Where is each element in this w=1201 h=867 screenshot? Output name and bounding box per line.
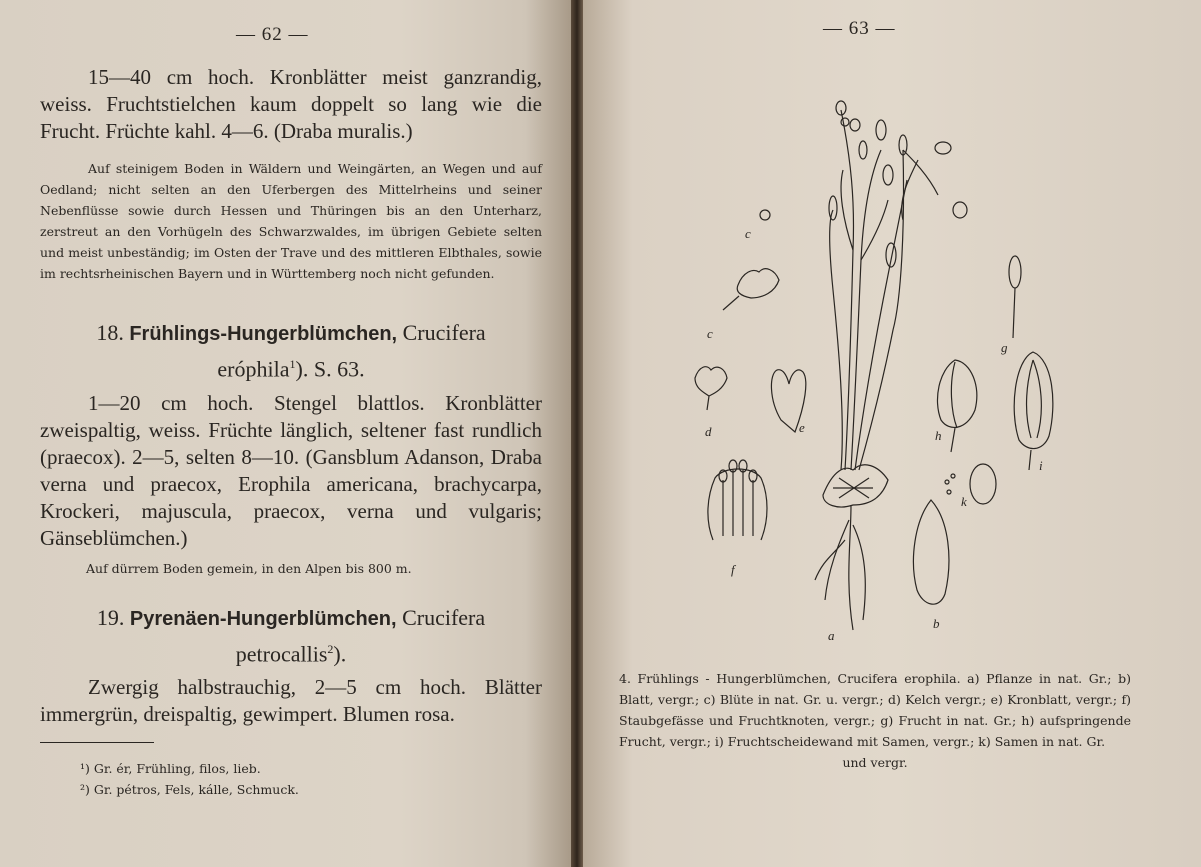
- species-18-description: 1—20 cm hoch. Stengel blattlos. Kronblätter zweispaltig, weiss. Früchte länglich, seltener fast rundlich (praecox). 2—5, selten 8—10. (Gansblum Adanson, Draba verna und praecox, Erophila americana, brachycarpa, Krockeri, majuscula, praecox, verna und vulgaris; Gänseblümchen.): [40, 391, 542, 550]
- book-gutter: [571, 0, 583, 867]
- label-e: e: [799, 420, 805, 435]
- label-h: h: [935, 428, 942, 443]
- species-18-epithet: eróphila: [217, 356, 290, 382]
- species-18-common-name: Frühlings-Hungerblümchen,: [129, 323, 398, 345]
- species-19-page-ref: ).: [333, 641, 347, 667]
- intro-habitat: Auf steinigem Boden in Wäldern und Weingärten, an Wegen und auf Oedland; nicht selten an den Uferbergen des Mittelrheins und seiner Nebenflüsse sowie durch Hessen und Thüringen bis an den Unterharz, zerstreut an den Vorhügeln des Schwarzwaldes, im übrigen Gebiete selten und meist unbeständig; im Osten der Trave und des mittleren Elbthales, sowie im rechtsrheinischen Bayern und in Württemberg noch nicht gefunden.: [40, 161, 542, 281]
- page-number-left: — 62 —: [236, 24, 309, 45]
- species-19-epithet: petrocallis: [235, 641, 328, 667]
- label-c: c: [707, 326, 713, 341]
- figure-b-leaf: [913, 500, 948, 604]
- species-18-footnote-ref: 1: [289, 357, 296, 371]
- right-page: [583, 0, 1201, 867]
- species-19-footnote-ref: 2: [327, 642, 334, 656]
- figure-caption-last-line: und vergr.: [842, 755, 908, 770]
- footnote-1: [80, 759, 261, 779]
- species-19-number: 19.: [96, 605, 125, 630]
- species-19-heading: [40, 603, 542, 669]
- species-18-habitat: Auf dürrem Boden gemein, in den Alpen bis 800 m.: [86, 561, 412, 576]
- label-a: a: [828, 628, 835, 643]
- species-19-common-name: Pyrenäen-Hungerblümchen,: [129, 608, 397, 630]
- label-g: g: [1001, 340, 1008, 355]
- figure-d-calyx: [695, 367, 727, 410]
- label-d: d: [705, 424, 712, 439]
- species-19-genus: Crucifera: [402, 605, 486, 630]
- page-number-right: — 63 —: [823, 18, 896, 39]
- footnote-1-mark: ¹): [80, 761, 90, 776]
- figure-i-septum: [1014, 352, 1053, 470]
- footnote-2-mark: ²): [80, 782, 90, 797]
- species-19-description: Zwergig halbstrauchig, 2—5 cm hoch. Blätter immergrün, dreispaltig, gewimpert. Blumen rosa.: [40, 675, 542, 726]
- label-f: f: [731, 562, 735, 577]
- species-18-number: 18.: [96, 320, 124, 345]
- figure-c-flower: [723, 210, 779, 310]
- figure-k-seeds: [945, 464, 996, 504]
- footnote-2: [80, 780, 299, 800]
- species-18-page-ref: ). S. 63.: [295, 356, 365, 382]
- footnote-1-text: Gr. ér, Frühling, filos, lieb.: [93, 761, 261, 776]
- left-page: [0, 0, 571, 867]
- species-18-genus: Crucifera: [402, 320, 486, 345]
- label-b: b: [933, 616, 940, 631]
- botanical-illustration: [583, 0, 1201, 660]
- footnote-2-text: Gr. pétros, Fels, kálle, Schmuck.: [93, 782, 299, 797]
- label-c-top: c: [745, 226, 751, 241]
- footnote-rule: [40, 742, 154, 743]
- figure-h-fruit: [937, 360, 976, 452]
- figure-a-plant: [815, 101, 967, 630]
- intro-description: 15—40 cm hoch. Kronblätter meist ganzrandig, weiss. Fruchtstielchen kaum doppelt so lang wie die Frucht. Früchte kahl. 4—6. (Draba muralis.): [40, 65, 542, 143]
- species-18-heading: [40, 318, 542, 384]
- figure-caption-text: 4. Frühlings - Hungerblümchen, Crucifera erophila. a) Pflanze in nat. Gr.; b) Blatt, vergr.; c) Blüte in nat. Gr. u. vergr.; d) Kelch vergr.; e) Kronblatt, vergr.; f) Staubgefässe und Fruchtknoten, vergr.; g) Frucht in nat. Gr.; h) aufspringende Frucht, vergr.; i) Fruchtscheidewand mit Samen, vergr.; k) Samen in nat. Gr.: [619, 671, 1131, 749]
- figure-caption: [619, 668, 1131, 773]
- label-k: k: [961, 494, 967, 509]
- figure-g-fruit: [1009, 256, 1021, 338]
- figure-f-stamens: [708, 460, 767, 540]
- label-i: i: [1039, 458, 1043, 473]
